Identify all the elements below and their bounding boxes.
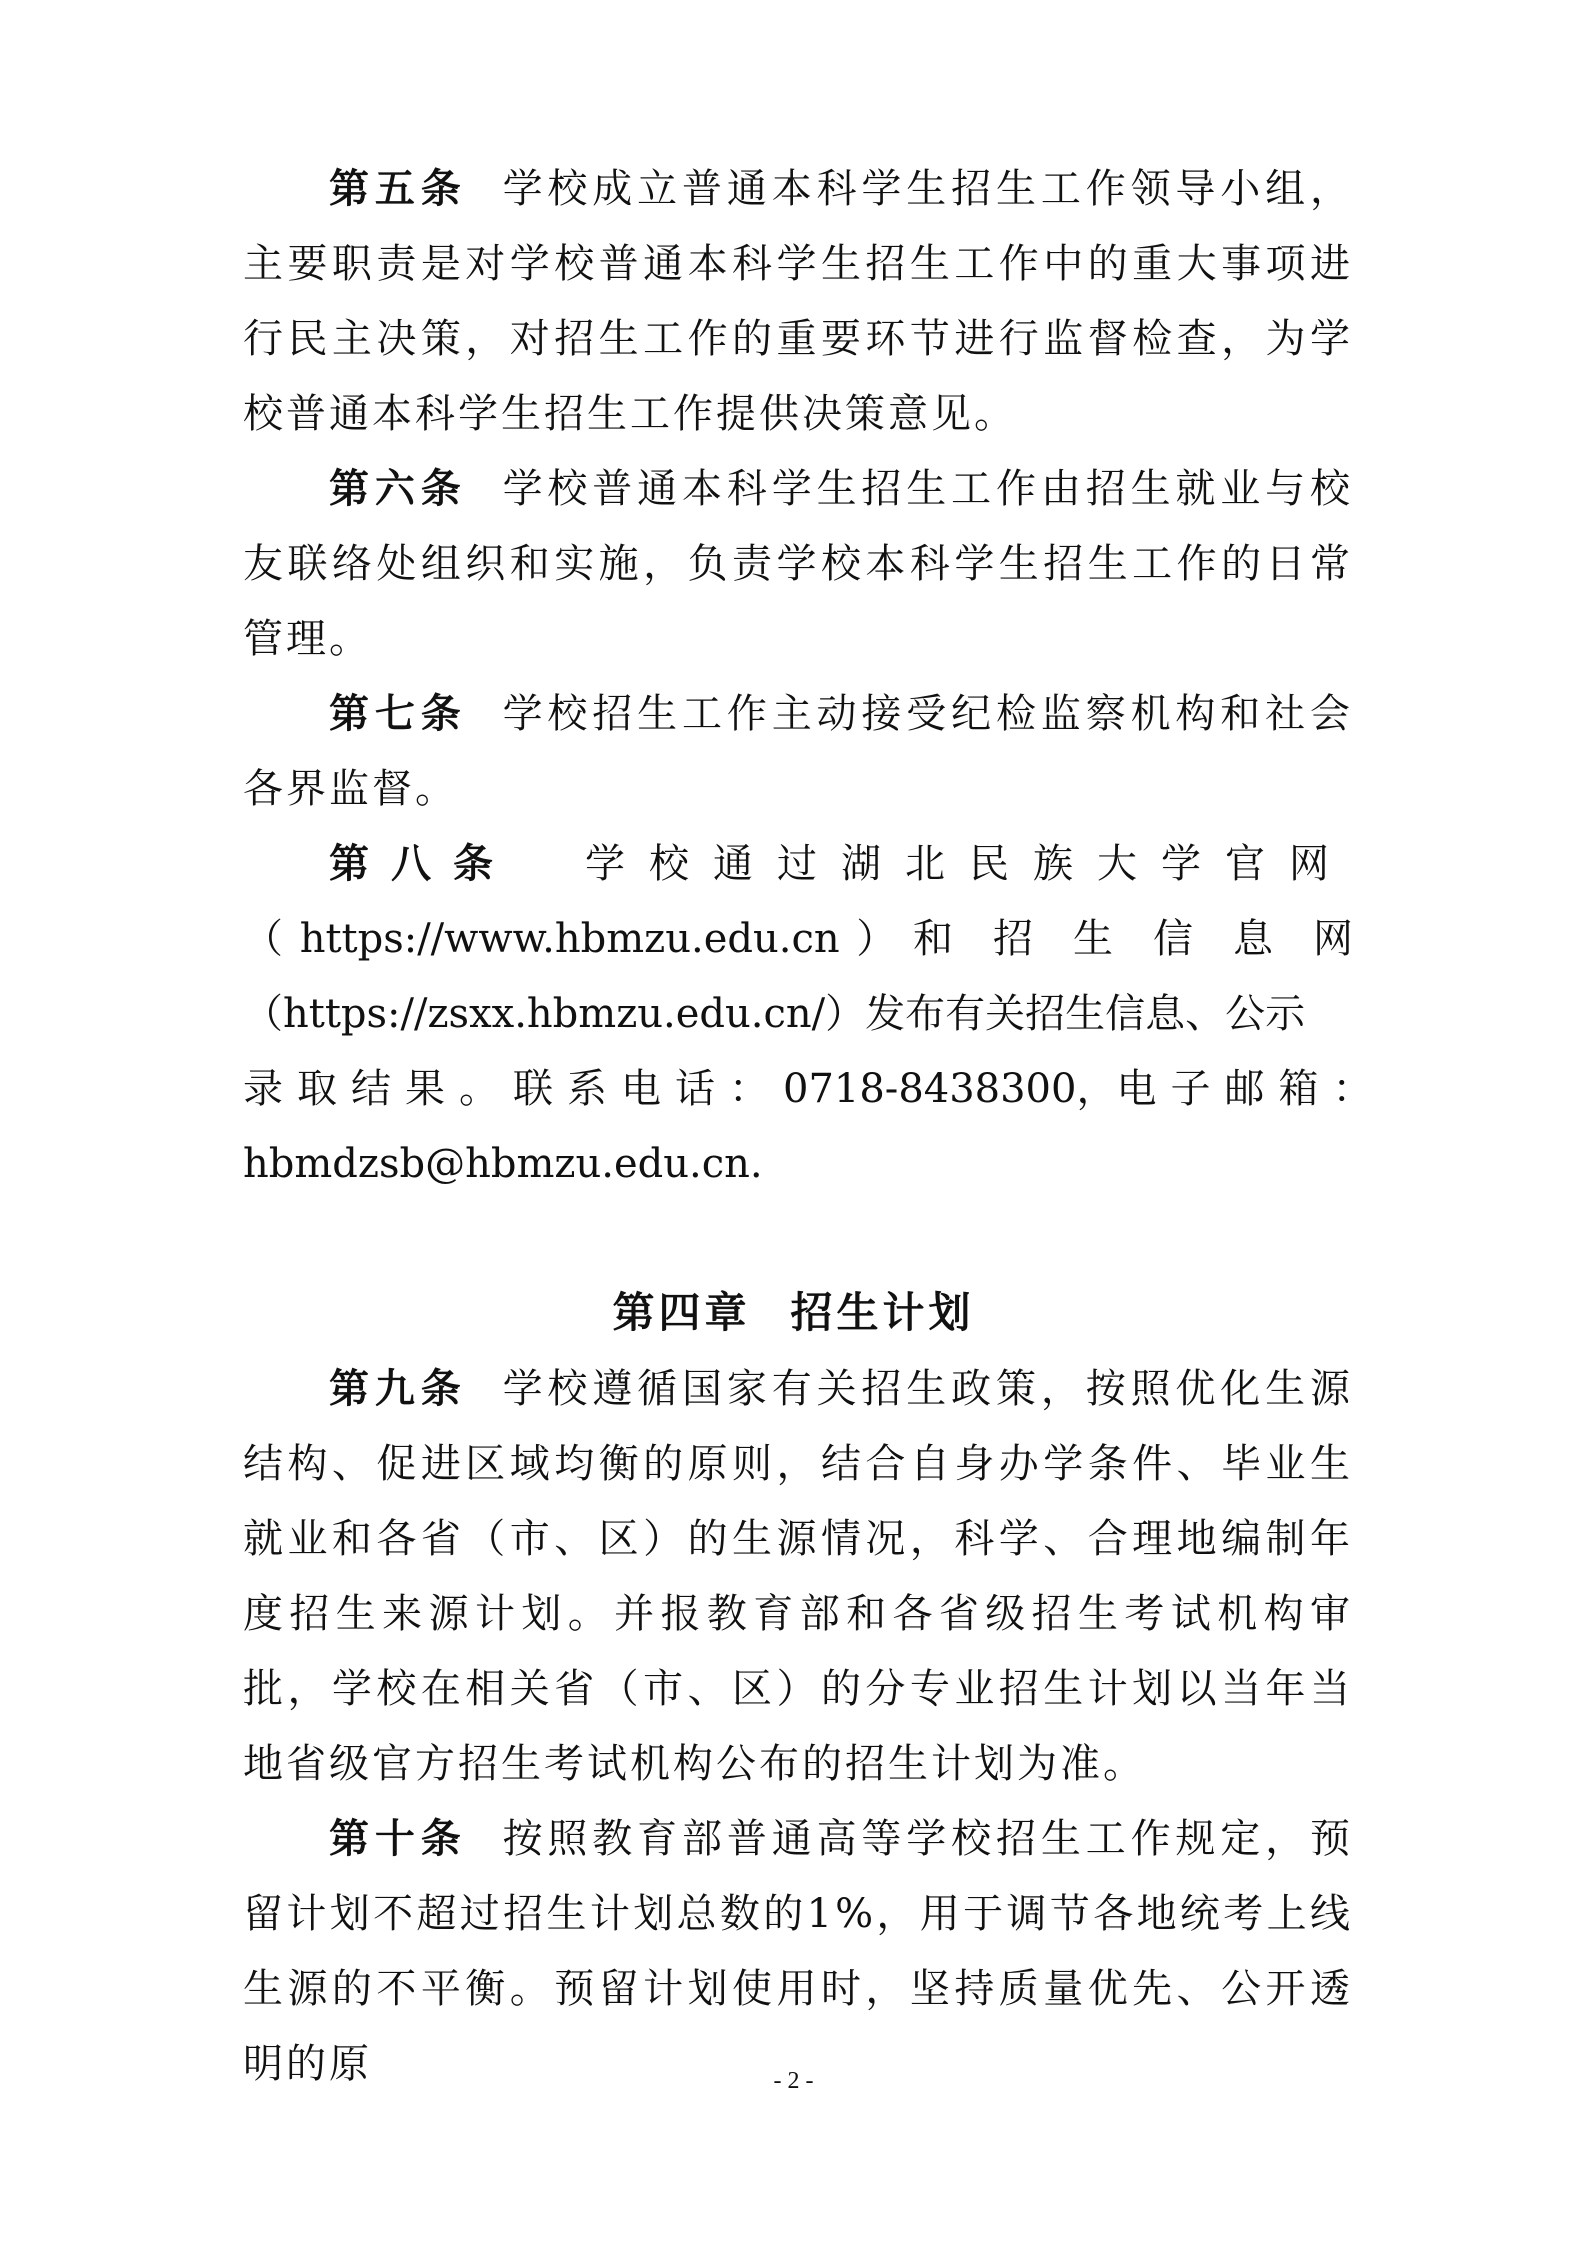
article-7-text: 学校招生工作主动接受纪检监察机构和社会各界监督。 (243, 691, 1354, 812)
article-8-line-2: （ https://www.hbmzu.edu.cn ） 和招生信息网 (243, 902, 1353, 977)
admissions-site-url[interactable]: https://zsxx.hbmzu.edu.cn/ (283, 991, 826, 1037)
official-site-url[interactable]: https://www.hbmzu.edu.cn (299, 916, 840, 962)
article-8-line-4-text: 录取结果。联系电话： (243, 1066, 783, 1112)
contact-email[interactable]: hbmdzsb@hbmzu.edu.cn. (243, 1141, 763, 1187)
article-8 (243, 827, 1393, 1202)
article-7 (243, 677, 1353, 827)
chapter-number: 第四章 (612, 1288, 751, 1337)
article-8-line-3-text: 发布有关招生信息、公示 (865, 991, 1306, 1037)
article-9 (243, 1352, 1353, 1802)
contact-phone: 0718-8438300 (783, 1066, 1077, 1112)
article-6-label: 第六条 (329, 466, 467, 512)
article-8-line-3: （https://zsxx.hbmzu.edu.cn/）发布有关招生信息、公示 (243, 991, 1306, 1037)
email-label: 电子邮箱： (1116, 1066, 1387, 1112)
article-8-line-5 (243, 1127, 1353, 1202)
article-10-label: 第十条 (329, 1816, 467, 1862)
article-5-text: 学校成立普通本科学生招生工作领导小组，主要职责是对学校普通本科学生招生工作中的重大事项进行民主决策，对招生工作的重要环节进行监督检查，为学校普通本科学生招生工作提供决策意见。 (243, 166, 1354, 437)
article-7-label: 第七条 (329, 691, 467, 737)
article-8-line-4: 录取结果。联系电话： 0718-8438300 ， 电子邮箱： (243, 1052, 1353, 1127)
article-9-label: 第九条 (329, 1366, 467, 1412)
article-6-text: 学校普通本科学生招生工作由招生就业与校友联络处组织和实施，负责学校本科学生招生工作的日常管理。 (243, 466, 1354, 662)
article-5-label: 第五条 (329, 166, 467, 212)
article-5 (243, 152, 1353, 452)
chapter-title: 招生计划 (790, 1288, 975, 1337)
chapter-heading (0, 1280, 1587, 1340)
article-6 (243, 452, 1353, 677)
article-10 (243, 1802, 1353, 2102)
article-10-text: 按照教育部普通高等学校招生工作规定，预留计划不超过招生计划总数的1%，用于调节各地统考上线生源的不平衡。预留计划使用时，坚持质量优先、公开透明的原 (243, 1816, 1354, 2087)
article-8-label: 第八条 (329, 841, 515, 887)
article-8-line-1-text: 学校通过湖北民族大学官网 (585, 841, 1353, 887)
article-9-text: 学校遵循国家有关招生政策，按照优化生源结构、促进区域均衡的原则，结合自身办学条件、毕业生就业和各省（市、区）的生源情况，科学、合理地编制年度招生来源计划。并报教育部和各省级招生考试机构审批，学校在相关省（市、区）的分专业招生计划以当年当地省级官方招生考试机构公布的招生计划为准。 (243, 1366, 1354, 1787)
page-number: - 2 - (773, 2068, 814, 2094)
article-8-line-1 (243, 827, 1353, 902)
article-8-line-2-text: 和招生信息网 (912, 916, 1393, 962)
